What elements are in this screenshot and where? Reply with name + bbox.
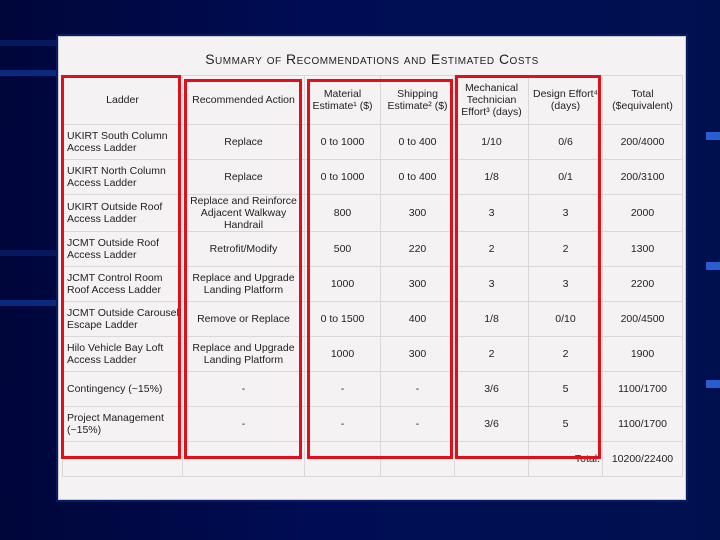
cell-action: -	[183, 407, 305, 442]
cell-shipping: 300	[381, 195, 455, 232]
header-cell: Mechanical Technician Effort³ (days)	[455, 76, 529, 125]
cell-mech: 3	[455, 267, 529, 302]
cell-total: 1900	[603, 337, 683, 372]
cell-shipping: -	[381, 407, 455, 442]
cell-material: -	[305, 372, 381, 407]
cell-total: 200/4000	[603, 125, 683, 160]
cell-action: Replace	[183, 160, 305, 195]
cell-mech: 1/8	[455, 160, 529, 195]
highlight-box-effort	[455, 75, 601, 459]
bg-stripe	[0, 40, 60, 46]
cell-ladder: Hilo Vehicle Bay Loft Access Ladder	[63, 337, 183, 372]
cell-action: Replace	[183, 125, 305, 160]
cell-design: 0/10	[529, 302, 603, 337]
cell-material: 0 to 1000	[305, 125, 381, 160]
cell-material: 800	[305, 195, 381, 232]
header-cell: Design Effort⁴ (days)	[529, 76, 603, 125]
cell-design: 5	[529, 372, 603, 407]
cell-shipping: 0 to 400	[381, 160, 455, 195]
cell-total: 1100/1700	[603, 407, 683, 442]
cell-mech: 1/8	[455, 302, 529, 337]
header-cell: Shipping Estimate² ($)	[381, 76, 455, 125]
cell-action: Remove or Replace	[183, 302, 305, 337]
cell-action: Replace and Reinforce Adjacent Walkway Handrail	[183, 195, 305, 232]
cell-shipping: 0 to 400	[381, 125, 455, 160]
cell-design: 2	[529, 337, 603, 372]
highlight-box-action	[184, 79, 302, 459]
cell-mech: 1/10	[455, 125, 529, 160]
cell-action: Replace and Upgrade Landing Platform	[183, 337, 305, 372]
cell-shipping: 300	[381, 337, 455, 372]
cell-design: 3	[529, 267, 603, 302]
cell-material: 1000	[305, 337, 381, 372]
cell-shipping: -	[381, 372, 455, 407]
cell-mech: 2	[455, 337, 529, 372]
cell-ladder: JCMT Outside Roof Access Ladder	[63, 232, 183, 267]
header-cell: Ladder	[63, 76, 183, 125]
total-label: Total:	[529, 442, 603, 477]
cell-ladder: UKIRT South Column Access Ladder	[63, 125, 183, 160]
highlight-box-ladder	[61, 75, 181, 459]
cell-material: 1000	[305, 267, 381, 302]
header-cell: Recommended Action	[183, 76, 305, 125]
cell-action: -	[183, 372, 305, 407]
cell-design: 2	[529, 232, 603, 267]
cell-action: Retrofit/Modify	[183, 232, 305, 267]
cell-ladder: Contingency (~15%)	[63, 372, 183, 407]
cell-material: 0 to 1500	[305, 302, 381, 337]
slide	[58, 36, 686, 500]
cell-mech: 2	[455, 232, 529, 267]
cell-mech: 3	[455, 195, 529, 232]
cell-design: 3	[529, 195, 603, 232]
bg-tick	[706, 380, 720, 388]
bg-tick	[706, 132, 720, 140]
cell-mech: 3/6	[455, 407, 529, 442]
cell-material: 500	[305, 232, 381, 267]
bg-stripe	[0, 250, 60, 256]
cell-ladder: JCMT Outside Carousel Escape Ladder	[63, 302, 183, 337]
cell-ladder: UKIRT Outside Roof Access Ladder	[63, 195, 183, 232]
cell-total: 200/4500	[603, 302, 683, 337]
cell-ladder: UKIRT North Column Access Ladder	[63, 160, 183, 195]
cell-total: 200/3100	[603, 160, 683, 195]
cell-total: 1300	[603, 232, 683, 267]
bg-stripe	[0, 70, 60, 76]
slide-title: Summary of Recommendations and Estimated Costs	[205, 51, 539, 67]
cell-shipping: 300	[381, 267, 455, 302]
cell-mech: 3/6	[455, 372, 529, 407]
cell-total: 2200	[603, 267, 683, 302]
cell-action: Replace and Upgrade Landing Platform	[183, 267, 305, 302]
cell-design: 5	[529, 407, 603, 442]
bg-tick	[706, 262, 720, 270]
highlight-box-estimates	[307, 79, 453, 459]
cell-shipping: 220	[381, 232, 455, 267]
cell-ladder: Project Management (~15%)	[63, 407, 183, 442]
bg-stripe	[0, 300, 60, 306]
header-cell: Material Estimate¹ ($)	[305, 76, 381, 125]
cell-ladder: JCMT Control Room Roof Access Ladder	[63, 267, 183, 302]
cell-shipping: 400	[381, 302, 455, 337]
cell-design: 0/6	[529, 125, 603, 160]
header-cell: Total ($equivalent)	[603, 76, 683, 125]
cell-total: 1100/1700	[603, 372, 683, 407]
cell-total: 2000	[603, 195, 683, 232]
cell-material: 0 to 1000	[305, 160, 381, 195]
total-value: 10200/22400	[603, 442, 683, 477]
cell-material: -	[305, 407, 381, 442]
cell-design: 0/1	[529, 160, 603, 195]
